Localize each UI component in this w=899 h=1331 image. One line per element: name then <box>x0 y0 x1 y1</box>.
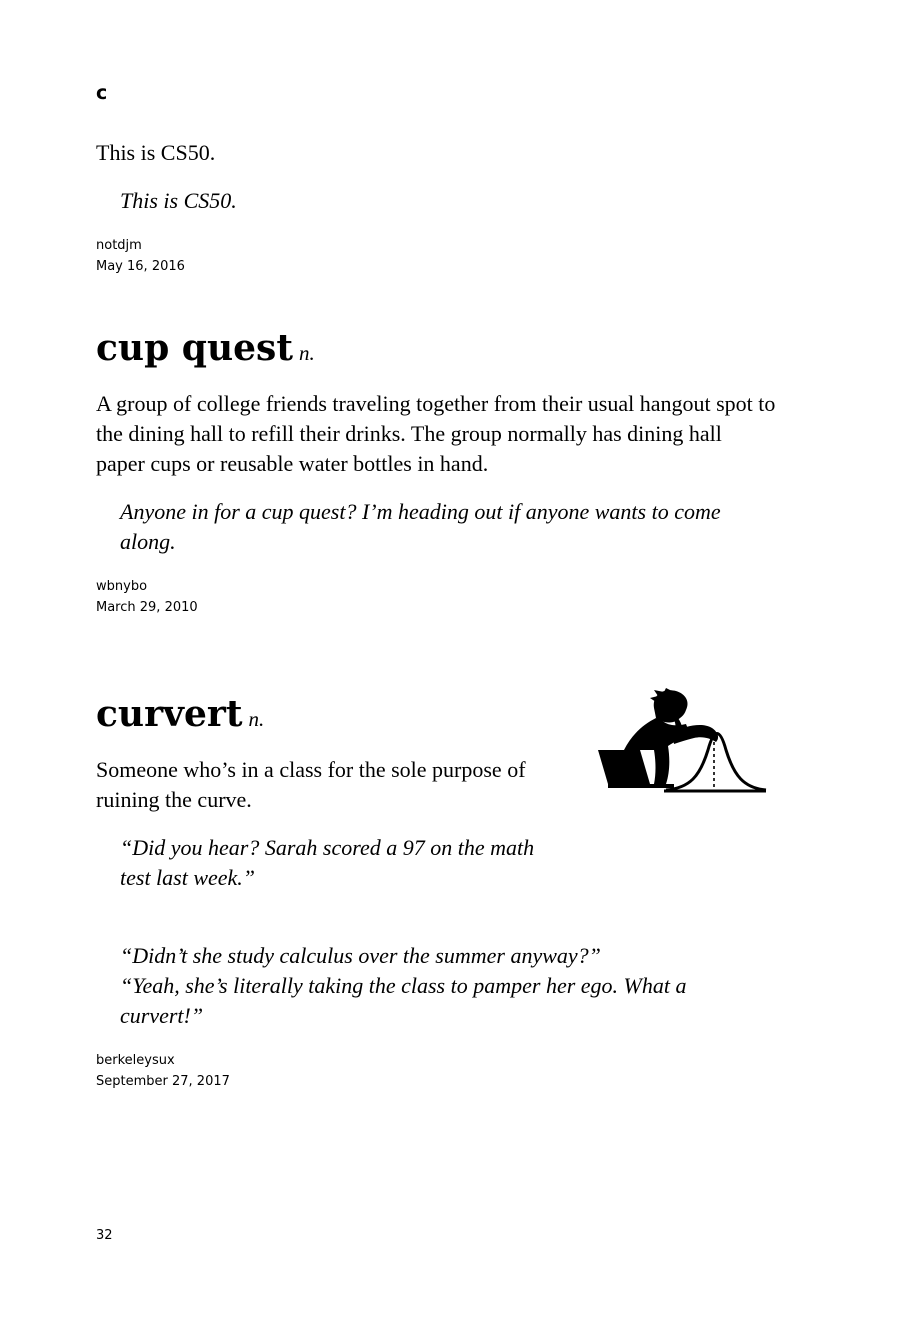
entry-date: September 27, 2017 <box>96 1074 230 1089</box>
headword-text: cup quest <box>96 327 293 369</box>
entry-definition: A group of college friends traveling together from their usual hangout spot to the dining hall to refill their drinks. The group normally has dining hall paper cups or reusable water bottles in hand. <box>96 391 776 476</box>
entry-example: Anyone in for a cup quest? I’m heading out if anyone wants to come along. <box>120 499 721 554</box>
entry-cup-quest <box>96 326 776 618</box>
part-of-speech: n. <box>298 341 315 365</box>
page-number: 32 <box>96 1228 113 1243</box>
entry-author: notdjm <box>96 238 142 253</box>
headword-text: curvert <box>96 693 243 735</box>
entry-date: May 16, 2016 <box>96 259 185 274</box>
entry-date: March 29, 2010 <box>96 600 198 615</box>
entry-author: wbnybo <box>96 579 148 594</box>
part-of-speech: n. <box>248 707 265 731</box>
entry-author: berkeleysux <box>96 1053 175 1068</box>
entry-headword <box>96 326 776 375</box>
entry-example-line: “Yeah, she’s literally taking the class to pamper her ego. What a curvert!” <box>120 973 687 1028</box>
entry-this-is-cs50 <box>96 138 776 277</box>
entry-example-line: “Didn’t she study calculus over the summer anyway?” <box>120 943 601 968</box>
entry-definition: This is CS50. <box>96 140 216 165</box>
entry-example: This is CS50. <box>120 188 237 213</box>
section-letter: c <box>96 82 108 104</box>
student-bell-curve-icon <box>594 688 770 798</box>
entry-definition: Someone who’s in a class for the sole purpose of ruining the curve. <box>96 757 526 812</box>
entry-example-line: “Did you hear? Sarah scored a 97 on the math test last week.” <box>120 835 535 890</box>
